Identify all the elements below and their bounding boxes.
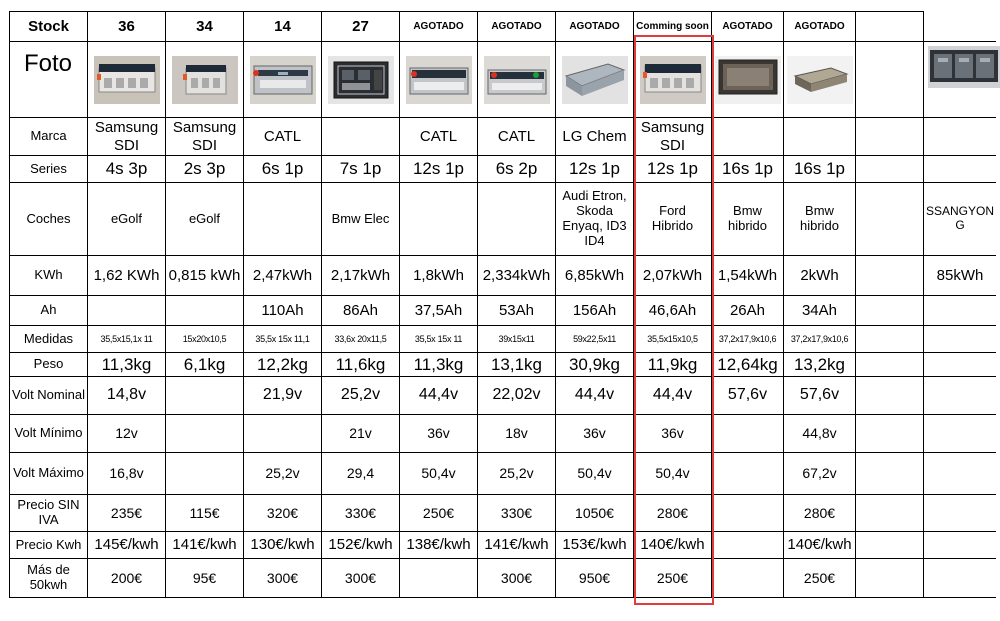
label-stock: Stock (10, 12, 88, 42)
battery-module-lgchem-icon (562, 56, 628, 104)
medidas-cell: 35,5x 15x 11 (400, 326, 478, 353)
precio-kwh-cell: 130€/kwh (244, 532, 322, 559)
coches-cell: eGolf (166, 183, 244, 256)
row-peso (10, 353, 997, 377)
volt-nominal-cell: 44,4v (400, 377, 478, 415)
row-foto (10, 42, 997, 118)
coches-cell: SSANGYON G (924, 183, 997, 256)
precio-kwh-cell: 141€/kwh (478, 532, 556, 559)
coches-cell (856, 183, 924, 256)
peso-cell: 12,64kg (712, 353, 784, 377)
marca-cell: CATL (400, 118, 478, 156)
precio-sin-iva-cell (712, 495, 784, 532)
row-marca (10, 118, 997, 156)
precio-kwh-cell (856, 532, 924, 559)
precio-kwh-cell: 141€/kwh (166, 532, 244, 559)
series-cell: 2s 3p (166, 156, 244, 183)
precio-sin-iva-cell: 115€ (166, 495, 244, 532)
kwh-cell: 6,85kWh (556, 256, 634, 296)
volt-nominal-cell: 57,6v (784, 377, 856, 415)
volt-nominal-cell (166, 377, 244, 415)
label-volt-nominal: Volt Nominal (10, 377, 88, 415)
volt-minimo-cell: 12v (88, 415, 166, 453)
series-cell: 7s 1p (322, 156, 400, 183)
precio-sin-iva-cell (924, 495, 997, 532)
coches-cell (400, 183, 478, 256)
label-volt-minimo: Volt Mínimo (10, 415, 88, 453)
kwh-cell: 2,334kWh (478, 256, 556, 296)
volt-minimo-cell: 44,8v (784, 415, 856, 453)
precio-kwh-cell: 140€/kwh (634, 532, 712, 559)
peso-cell: 11,3kg (88, 353, 166, 377)
volt-nominal-cell: 21,9v (244, 377, 322, 415)
precio-sin-iva-cell: 330€ (322, 495, 400, 532)
volt-minimo-cell: 36v (556, 415, 634, 453)
precio-sin-iva-cell: 320€ (244, 495, 322, 532)
series-cell (924, 156, 997, 183)
marca-cell (322, 118, 400, 156)
volt-maximo-cell: 67,2v (784, 453, 856, 495)
peso-cell: 13,1kg (478, 353, 556, 377)
label-precio-kwh: Precio Kwh (10, 532, 88, 559)
mas-de-50kwh-cell: 300€ (478, 559, 556, 598)
volt-nominal-cell (924, 377, 997, 415)
label-peso: Peso (10, 353, 88, 377)
mas-de-50kwh-cell: 250€ (634, 559, 712, 598)
stock-cell: AGOTADO (400, 12, 478, 42)
mas-de-50kwh-cell (924, 559, 997, 598)
medidas-cell: 35,5x 15x 11,1 (244, 326, 322, 353)
coches-cell (244, 183, 322, 256)
peso-cell (924, 353, 997, 377)
precio-kwh-cell: 138€/kwh (400, 532, 478, 559)
stock-cell: 34 (166, 12, 244, 42)
label-kwh: KWh (10, 256, 88, 296)
peso-cell: 11,6kg (322, 353, 400, 377)
precio-sin-iva-cell: 250€ (400, 495, 478, 532)
volt-nominal-cell: 14,8v (88, 377, 166, 415)
volt-maximo-cell: 16,8v (88, 453, 166, 495)
peso-cell: 11,9kg (634, 353, 712, 377)
stock-cell: Comming soon (634, 12, 712, 42)
volt-minimo-cell (244, 415, 322, 453)
volt-maximo-cell (166, 453, 244, 495)
battery-module-bmw-hybrid-2-icon (787, 56, 853, 104)
battery-module-catl-icon (250, 56, 316, 104)
ah-cell: 34Ah (784, 296, 856, 326)
medidas-cell: 39x15x11 (478, 326, 556, 353)
volt-minimo-cell: 21v (322, 415, 400, 453)
precio-kwh-cell (924, 532, 997, 559)
stock-cell: 14 (244, 12, 322, 42)
row-volt-maximo (10, 453, 997, 495)
precio-sin-iva-cell: 330€ (478, 495, 556, 532)
volt-nominal-cell: 22,02v (478, 377, 556, 415)
marca-cell: CATL (478, 118, 556, 156)
coches-cell (478, 183, 556, 256)
row-series (10, 156, 997, 183)
series-cell: 16s 1p (784, 156, 856, 183)
stock-cell (924, 12, 997, 42)
row-volt-nominal (10, 377, 997, 415)
row-medidas (10, 326, 997, 353)
mas-de-50kwh-cell (400, 559, 478, 598)
battery-module-small-icon (172, 56, 238, 104)
marca-cell (924, 118, 997, 156)
volt-maximo-cell (924, 453, 997, 495)
volt-maximo-cell: 29,4 (322, 453, 400, 495)
ah-cell: 86Ah (322, 296, 400, 326)
kwh-cell: 0,815 kWh (166, 256, 244, 296)
battery-module-catl-12s-icon (406, 56, 472, 104)
medidas-cell: 59x22,5x11 (556, 326, 634, 353)
photo-cell (784, 42, 856, 118)
volt-nominal-cell (856, 377, 924, 415)
volt-maximo-cell: 25,2v (478, 453, 556, 495)
marca-cell (712, 118, 784, 156)
photo-cell (166, 42, 244, 118)
battery-module-bmw-hybrid-icon (715, 56, 781, 104)
marca-cell: Samsung SDI (88, 118, 166, 156)
label-volt-maximo: Volt Máximo (10, 453, 88, 495)
volt-minimo-cell (712, 415, 784, 453)
stock-cell (856, 12, 924, 42)
label-marca: Marca (10, 118, 88, 156)
photo-cell (556, 42, 634, 118)
marca-cell (784, 118, 856, 156)
peso-cell (856, 353, 924, 377)
precio-kwh-cell (712, 532, 784, 559)
ah-cell: 26Ah (712, 296, 784, 326)
photo-cell (634, 42, 712, 118)
photo-cell (478, 42, 556, 118)
battery-stock-table (9, 11, 996, 598)
label-foto: Foto (10, 42, 88, 118)
medidas-cell: 37,2x17,9x10,6 (712, 326, 784, 353)
series-cell: 6s 1p (244, 156, 322, 183)
row-mas-de-50kwh (10, 559, 997, 598)
stock-cell: 36 (88, 12, 166, 42)
row-ah (10, 296, 997, 326)
medidas-cell: 35,5x15,1x 11 (88, 326, 166, 353)
precio-sin-iva-cell: 280€ (784, 495, 856, 532)
row-stock (10, 12, 997, 42)
volt-nominal-cell: 57,6v (712, 377, 784, 415)
series-cell: 12s 1p (556, 156, 634, 183)
battery-module-bmw-icon (328, 56, 394, 104)
row-kwh (10, 256, 997, 296)
medidas-cell (856, 326, 924, 353)
peso-cell: 6,1kg (166, 353, 244, 377)
precio-sin-iva-cell: 280€ (634, 495, 712, 532)
peso-cell: 13,2kg (784, 353, 856, 377)
volt-minimo-cell: 36v (400, 415, 478, 453)
row-coches (10, 183, 997, 256)
volt-maximo-cell: 50,4v (400, 453, 478, 495)
ah-cell: 37,5Ah (400, 296, 478, 326)
medidas-cell: 15x20x10,5 (166, 326, 244, 353)
volt-maximo-cell: 50,4v (556, 453, 634, 495)
coches-cell: Audi Etron, Skoda Enyaq, ID3 ID4 (556, 183, 634, 256)
volt-maximo-cell: 25,2v (244, 453, 322, 495)
row-precio-sin-iva (10, 495, 997, 532)
mas-de-50kwh-cell: 200€ (88, 559, 166, 598)
coches-cell: Bmw Elec (322, 183, 400, 256)
battery-pack-ssangyong-icon (928, 46, 1000, 88)
medidas-cell (924, 326, 997, 353)
kwh-cell: 2kWh (784, 256, 856, 296)
photo-cell (244, 42, 322, 118)
volt-nominal-cell: 44,4v (556, 377, 634, 415)
coches-cell: Bmw hibrido (784, 183, 856, 256)
label-precio-sin-iva: Precio SIN IVA (10, 495, 88, 532)
marca-cell: Samsung SDI (634, 118, 712, 156)
marca-cell: LG Chem (556, 118, 634, 156)
label-ah: Ah (10, 296, 88, 326)
series-cell: 16s 1p (712, 156, 784, 183)
battery-module-catl-6s-icon (484, 56, 550, 104)
volt-minimo-cell (924, 415, 997, 453)
label-mas-de-50kwh: Más de 50kwh (10, 559, 88, 598)
precio-kwh-cell: 140€/kwh (784, 532, 856, 559)
mas-de-50kwh-cell: 95€ (166, 559, 244, 598)
label-coches: Coches (10, 183, 88, 256)
marca-cell (856, 118, 924, 156)
series-cell: 4s 3p (88, 156, 166, 183)
mas-de-50kwh-cell (712, 559, 784, 598)
mas-de-50kwh-cell (856, 559, 924, 598)
mas-de-50kwh-cell: 950€ (556, 559, 634, 598)
row-precio-kwh (10, 532, 997, 559)
precio-sin-iva-cell: 1050€ (556, 495, 634, 532)
photo-cell (712, 42, 784, 118)
volt-nominal-cell: 25,2v (322, 377, 400, 415)
coches-cell: Bmw hibrido (712, 183, 784, 256)
marca-cell: CATL (244, 118, 322, 156)
label-series: Series (10, 156, 88, 183)
photo-cell (88, 42, 166, 118)
medidas-cell: 35,5x15x10,5 (634, 326, 712, 353)
label-medidas: Medidas (10, 326, 88, 353)
kwh-cell: 1,8kWh (400, 256, 478, 296)
battery-module-ford-icon (640, 56, 706, 104)
mas-de-50kwh-cell: 300€ (322, 559, 400, 598)
series-cell: 12s 1p (634, 156, 712, 183)
volt-nominal-cell: 44,4v (634, 377, 712, 415)
kwh-cell: 1,62 KWh (88, 256, 166, 296)
medidas-cell: 37,2x17,9x10,6 (784, 326, 856, 353)
kwh-cell: 2,17kWh (322, 256, 400, 296)
mas-de-50kwh-cell: 250€ (784, 559, 856, 598)
series-cell (856, 156, 924, 183)
coches-cell: Ford Hibrido (634, 183, 712, 256)
precio-kwh-cell: 145€/kwh (88, 532, 166, 559)
volt-maximo-cell (712, 453, 784, 495)
kwh-cell: 85kWh (924, 256, 997, 296)
ah-cell: 110Ah (244, 296, 322, 326)
ah-cell (924, 296, 997, 326)
ah-cell (856, 296, 924, 326)
precio-sin-iva-cell: 235€ (88, 495, 166, 532)
precio-kwh-cell: 152€/kwh (322, 532, 400, 559)
ah-cell: 46,6Ah (634, 296, 712, 326)
stock-cell: 27 (322, 12, 400, 42)
series-cell: 6s 2p (478, 156, 556, 183)
precio-kwh-cell: 153€/kwh (556, 532, 634, 559)
ah-cell (166, 296, 244, 326)
coches-cell: eGolf (88, 183, 166, 256)
marca-cell: Samsung SDI (166, 118, 244, 156)
volt-minimo-cell: 36v (634, 415, 712, 453)
photo-cell (400, 42, 478, 118)
volt-minimo-cell (166, 415, 244, 453)
kwh-cell (856, 256, 924, 296)
ah-cell: 53Ah (478, 296, 556, 326)
series-cell: 12s 1p (400, 156, 478, 183)
kwh-cell: 1,54kWh (712, 256, 784, 296)
volt-maximo-cell (856, 453, 924, 495)
stock-cell: AGOTADO (784, 12, 856, 42)
kwh-cell: 2,47kWh (244, 256, 322, 296)
row-volt-minimo (10, 415, 997, 453)
kwh-cell: 2,07kWh (634, 256, 712, 296)
volt-maximo-cell: 50,4v (634, 453, 712, 495)
peso-cell: 12,2kg (244, 353, 322, 377)
volt-minimo-cell: 18v (478, 415, 556, 453)
ah-cell (88, 296, 166, 326)
photo-cell (322, 42, 400, 118)
stock-cell: AGOTADO (478, 12, 556, 42)
volt-minimo-cell (856, 415, 924, 453)
stock-cell: AGOTADO (712, 12, 784, 42)
photo-cell (856, 42, 924, 118)
medidas-cell: 33,6x 20x11,5 (322, 326, 400, 353)
peso-cell: 30,9kg (556, 353, 634, 377)
mas-de-50kwh-cell: 300€ (244, 559, 322, 598)
stock-cell: AGOTADO (556, 12, 634, 42)
battery-module-dark-icon (94, 56, 160, 104)
peso-cell: 11,3kg (400, 353, 478, 377)
ah-cell: 156Ah (556, 296, 634, 326)
precio-sin-iva-cell (856, 495, 924, 532)
